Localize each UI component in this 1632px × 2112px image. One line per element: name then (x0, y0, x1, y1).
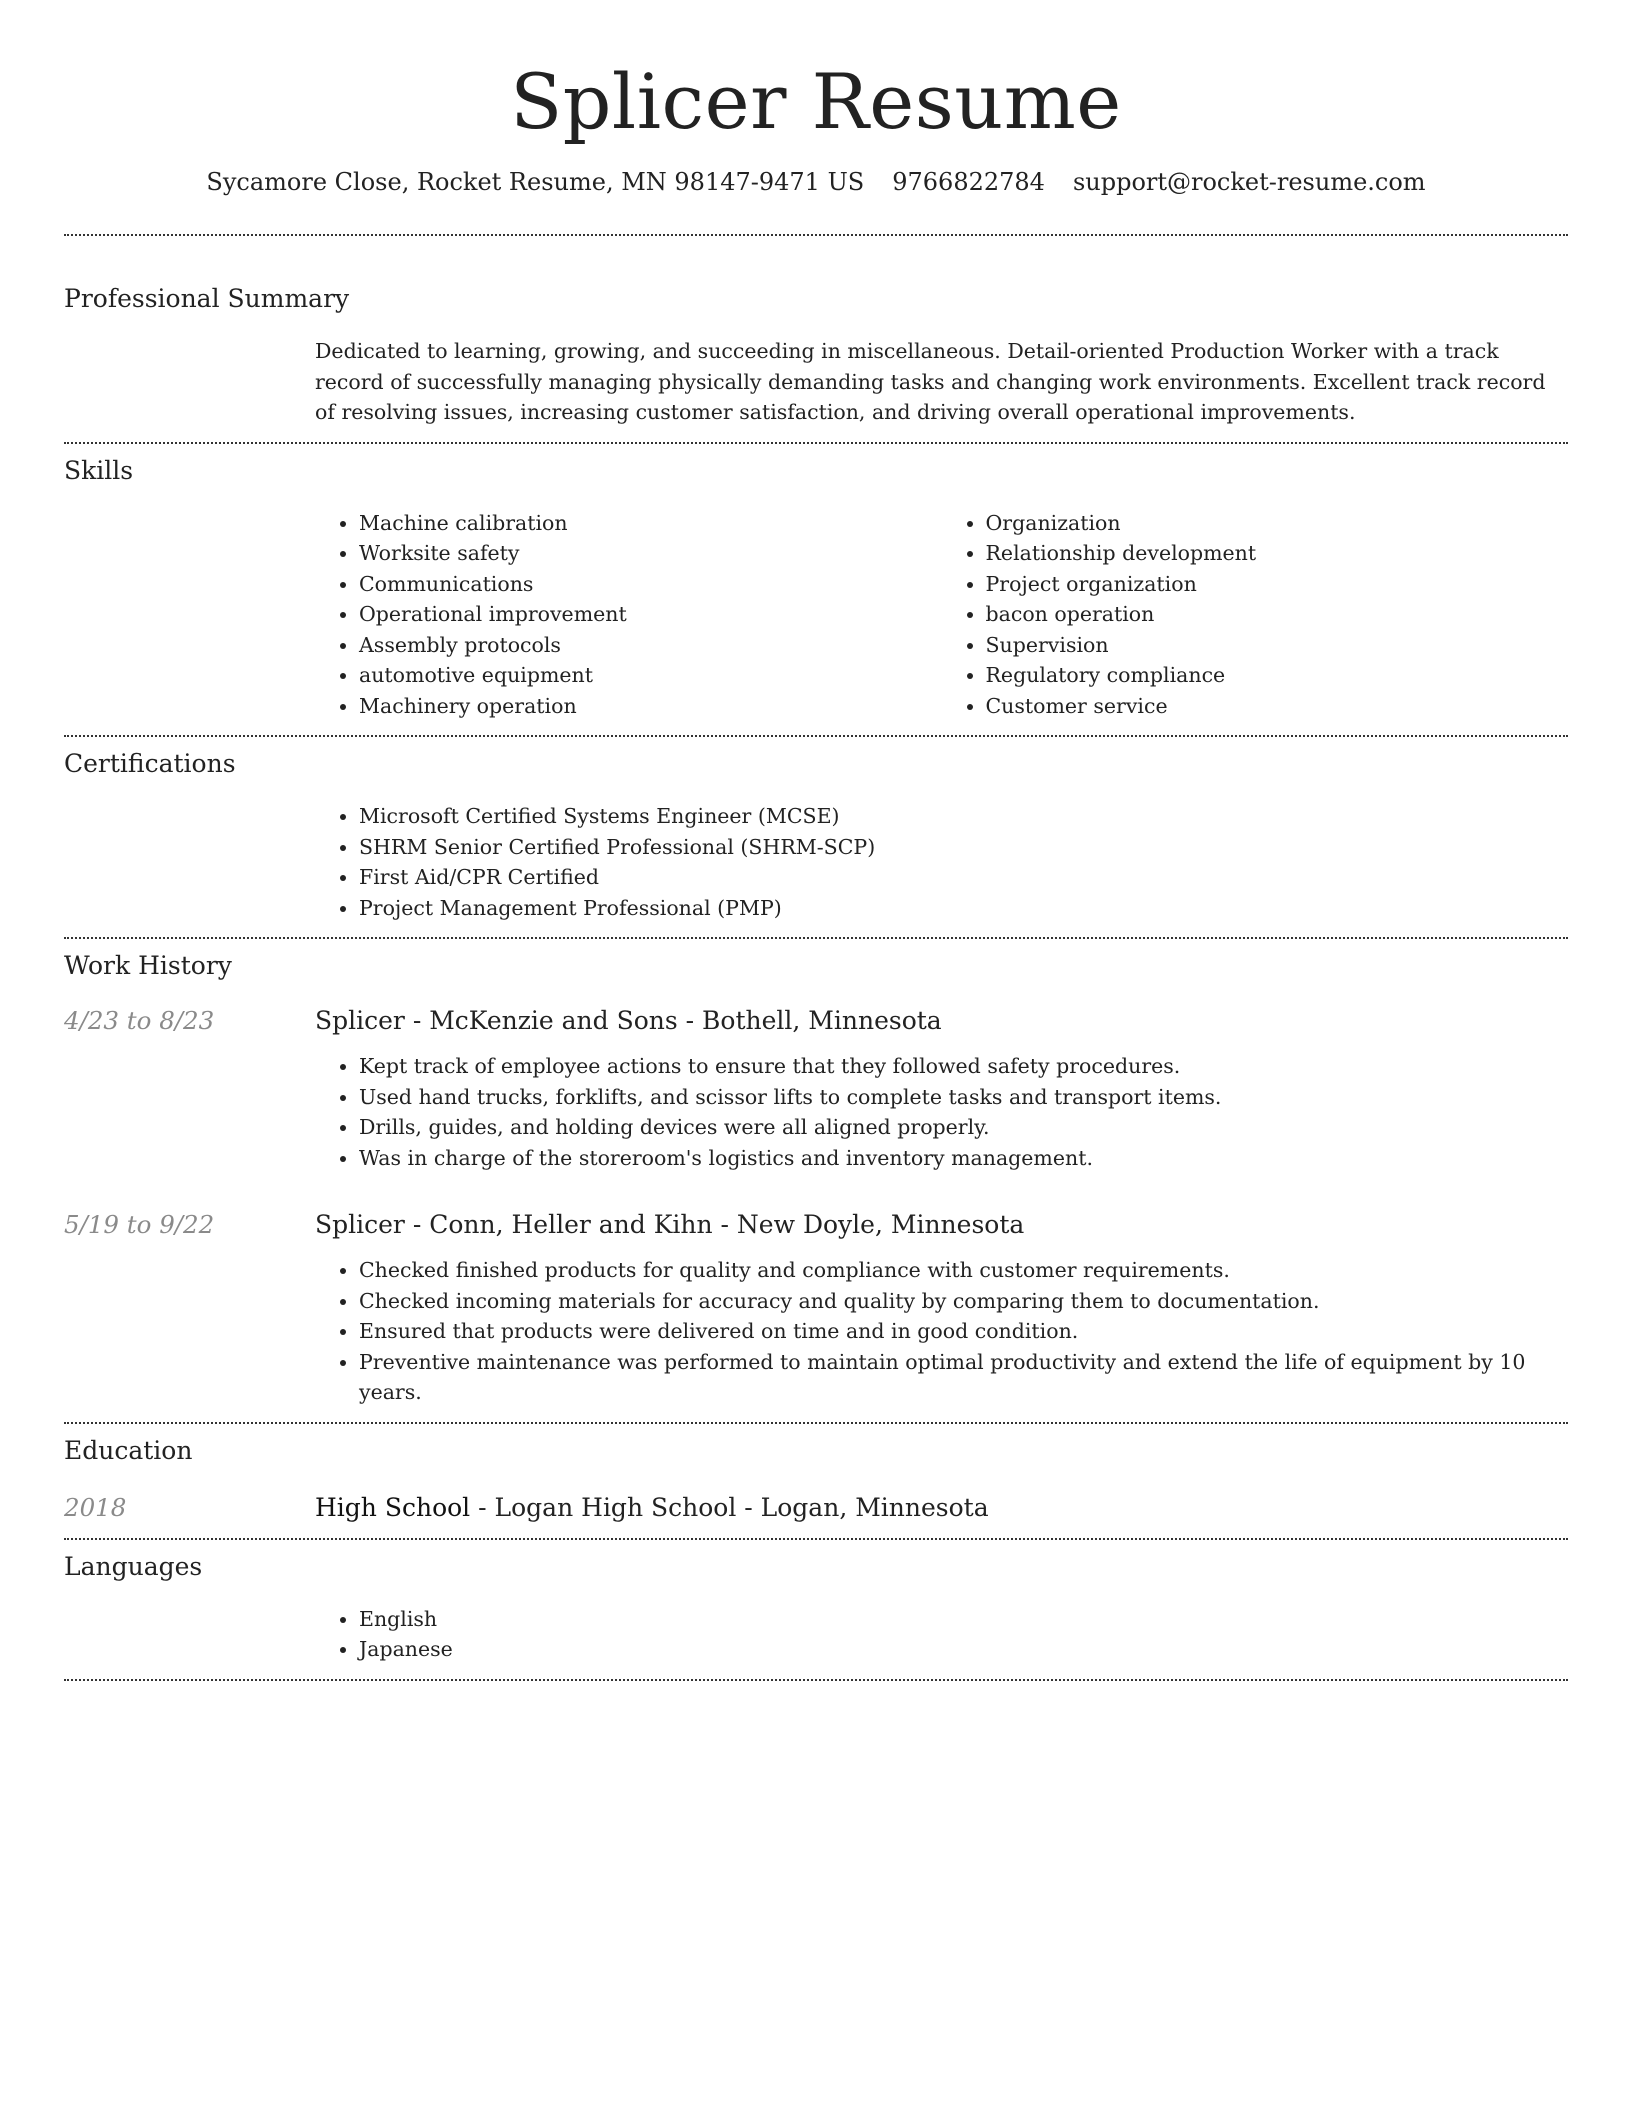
list-item: • bacon operation (986, 599, 1569, 630)
summary-text: Dedicated to learning, growing, and succeeding in miscellaneous. Detail-oriented Production Worker with a track record of successfully managing physically demanding tasks and changing work environments. Excellent track record of resolving issues, increasing customer satisfaction, and driving overall operational improvements. (315, 339, 1546, 424)
job-dates: 5/19 to 9/22 (64, 1210, 215, 1239)
job-entry (64, 1003, 1568, 1173)
resume-page (64, 0, 1568, 1681)
contact-phone: 9766822784 (892, 168, 1045, 196)
list-item: • Japanese (359, 1634, 1568, 1665)
languages-section (64, 1540, 1568, 1679)
list-item: • Operational improvement (359, 599, 942, 630)
contact-line (64, 164, 1568, 200)
work-section (64, 939, 1568, 1422)
job-header (64, 1207, 1568, 1243)
certifications-content (315, 801, 1568, 923)
list-item: • Customer service (986, 691, 1569, 722)
summary-content (315, 336, 1568, 428)
list-item: • Organization (986, 508, 1569, 539)
certifications-heading: Certifications (64, 749, 236, 778)
list-item: • Checked incoming materials for accuracy and quality by comparing them to documentation. (359, 1286, 1568, 1317)
education-year: 2018 (64, 1492, 127, 1522)
skills-heading: Skills (64, 455, 134, 485)
list-item: • Machine calibration (359, 508, 942, 539)
list-item: • Project Management Professional (PMP) (359, 893, 1568, 924)
list-item: • Checked finished products for quality and compliance with customer requirements. (359, 1255, 1568, 1286)
job-dates: 4/23 to 8/23 (64, 1006, 215, 1035)
list-item: • Drills, guides, and holding devices were all aligned properly. (359, 1112, 1568, 1143)
list-item: • Project organization (986, 569, 1569, 600)
job-title: Splicer - McKenzie and Sons - Bothell, Minnesota (315, 1006, 942, 1035)
list-item: • Ensured that products were delivered on time and in good condition. (359, 1316, 1568, 1347)
education-detail (315, 1490, 989, 1526)
education-section (64, 1424, 1568, 1538)
list-item: • Relationship development (986, 538, 1569, 569)
list-item: • automotive equipment (359, 660, 942, 691)
certifications-section (64, 737, 1568, 937)
list-item: • Was in charge of the storeroom's logistics and inventory management. (359, 1143, 1568, 1174)
resume-title: Splicer Resume (510, 57, 1122, 146)
list-item: • Used hand trucks, forklifts, and scissor lifts to complete tasks and transport items. (359, 1082, 1568, 1113)
list-item: • Microsoft Certified Systems Engineer (MCSE) (359, 801, 1568, 832)
education-degree: High School (315, 1492, 471, 1522)
contact-email: support@rocket-resume.com (1072, 168, 1426, 196)
summary-section (64, 236, 1568, 442)
list-item: • Machinery operation (359, 691, 942, 722)
education-school: - Logan High School - Logan, Minnesota (470, 1492, 989, 1522)
skills-columns (315, 508, 1568, 722)
list-item: • First Aid/CPR Certified (359, 862, 1568, 893)
skills-list-left (315, 508, 942, 722)
summary-heading: Professional Summary (64, 284, 350, 313)
list-item: • Assembly protocols (359, 630, 942, 661)
list-item: • Worksite safety (359, 538, 942, 569)
education-entry (64, 1490, 1568, 1526)
list-item: • Supervision (986, 630, 1569, 661)
job-bullets (315, 1255, 1568, 1408)
job-details (315, 1051, 1568, 1173)
skills-list-right (942, 508, 1569, 722)
certifications-list (315, 801, 1568, 923)
languages-list (315, 1604, 1568, 1665)
list-item: • Communications (359, 569, 942, 600)
skills-section (64, 444, 1568, 736)
languages-content (315, 1604, 1568, 1665)
languages-heading: Languages (64, 1551, 203, 1581)
job-entry (64, 1207, 1568, 1408)
list-item: • English (359, 1604, 1568, 1635)
list-item: • SHRM Senior Certified Professional (SHRM-SCP) (359, 832, 1568, 863)
job-bullets (315, 1051, 1568, 1173)
work-heading: Work History (64, 951, 232, 980)
contact-address: Sycamore Close, Rocket Resume, MN 98147-9471 US (206, 168, 865, 196)
job-details (315, 1255, 1568, 1408)
divider (64, 1679, 1568, 1681)
education-heading: Education (64, 1435, 193, 1465)
job-title: Splicer - Conn, Heller and Kihn - New Doyle, Minnesota (315, 1210, 1025, 1239)
list-item: • Preventive maintenance was performed to maintain optimal productivity and extend the life of equipment by 10 years. (359, 1347, 1568, 1408)
list-item: • Kept track of employee actions to ensure that they followed safety procedures. (359, 1051, 1568, 1082)
job-header (64, 1003, 1568, 1039)
list-item: • Regulatory compliance (986, 660, 1569, 691)
